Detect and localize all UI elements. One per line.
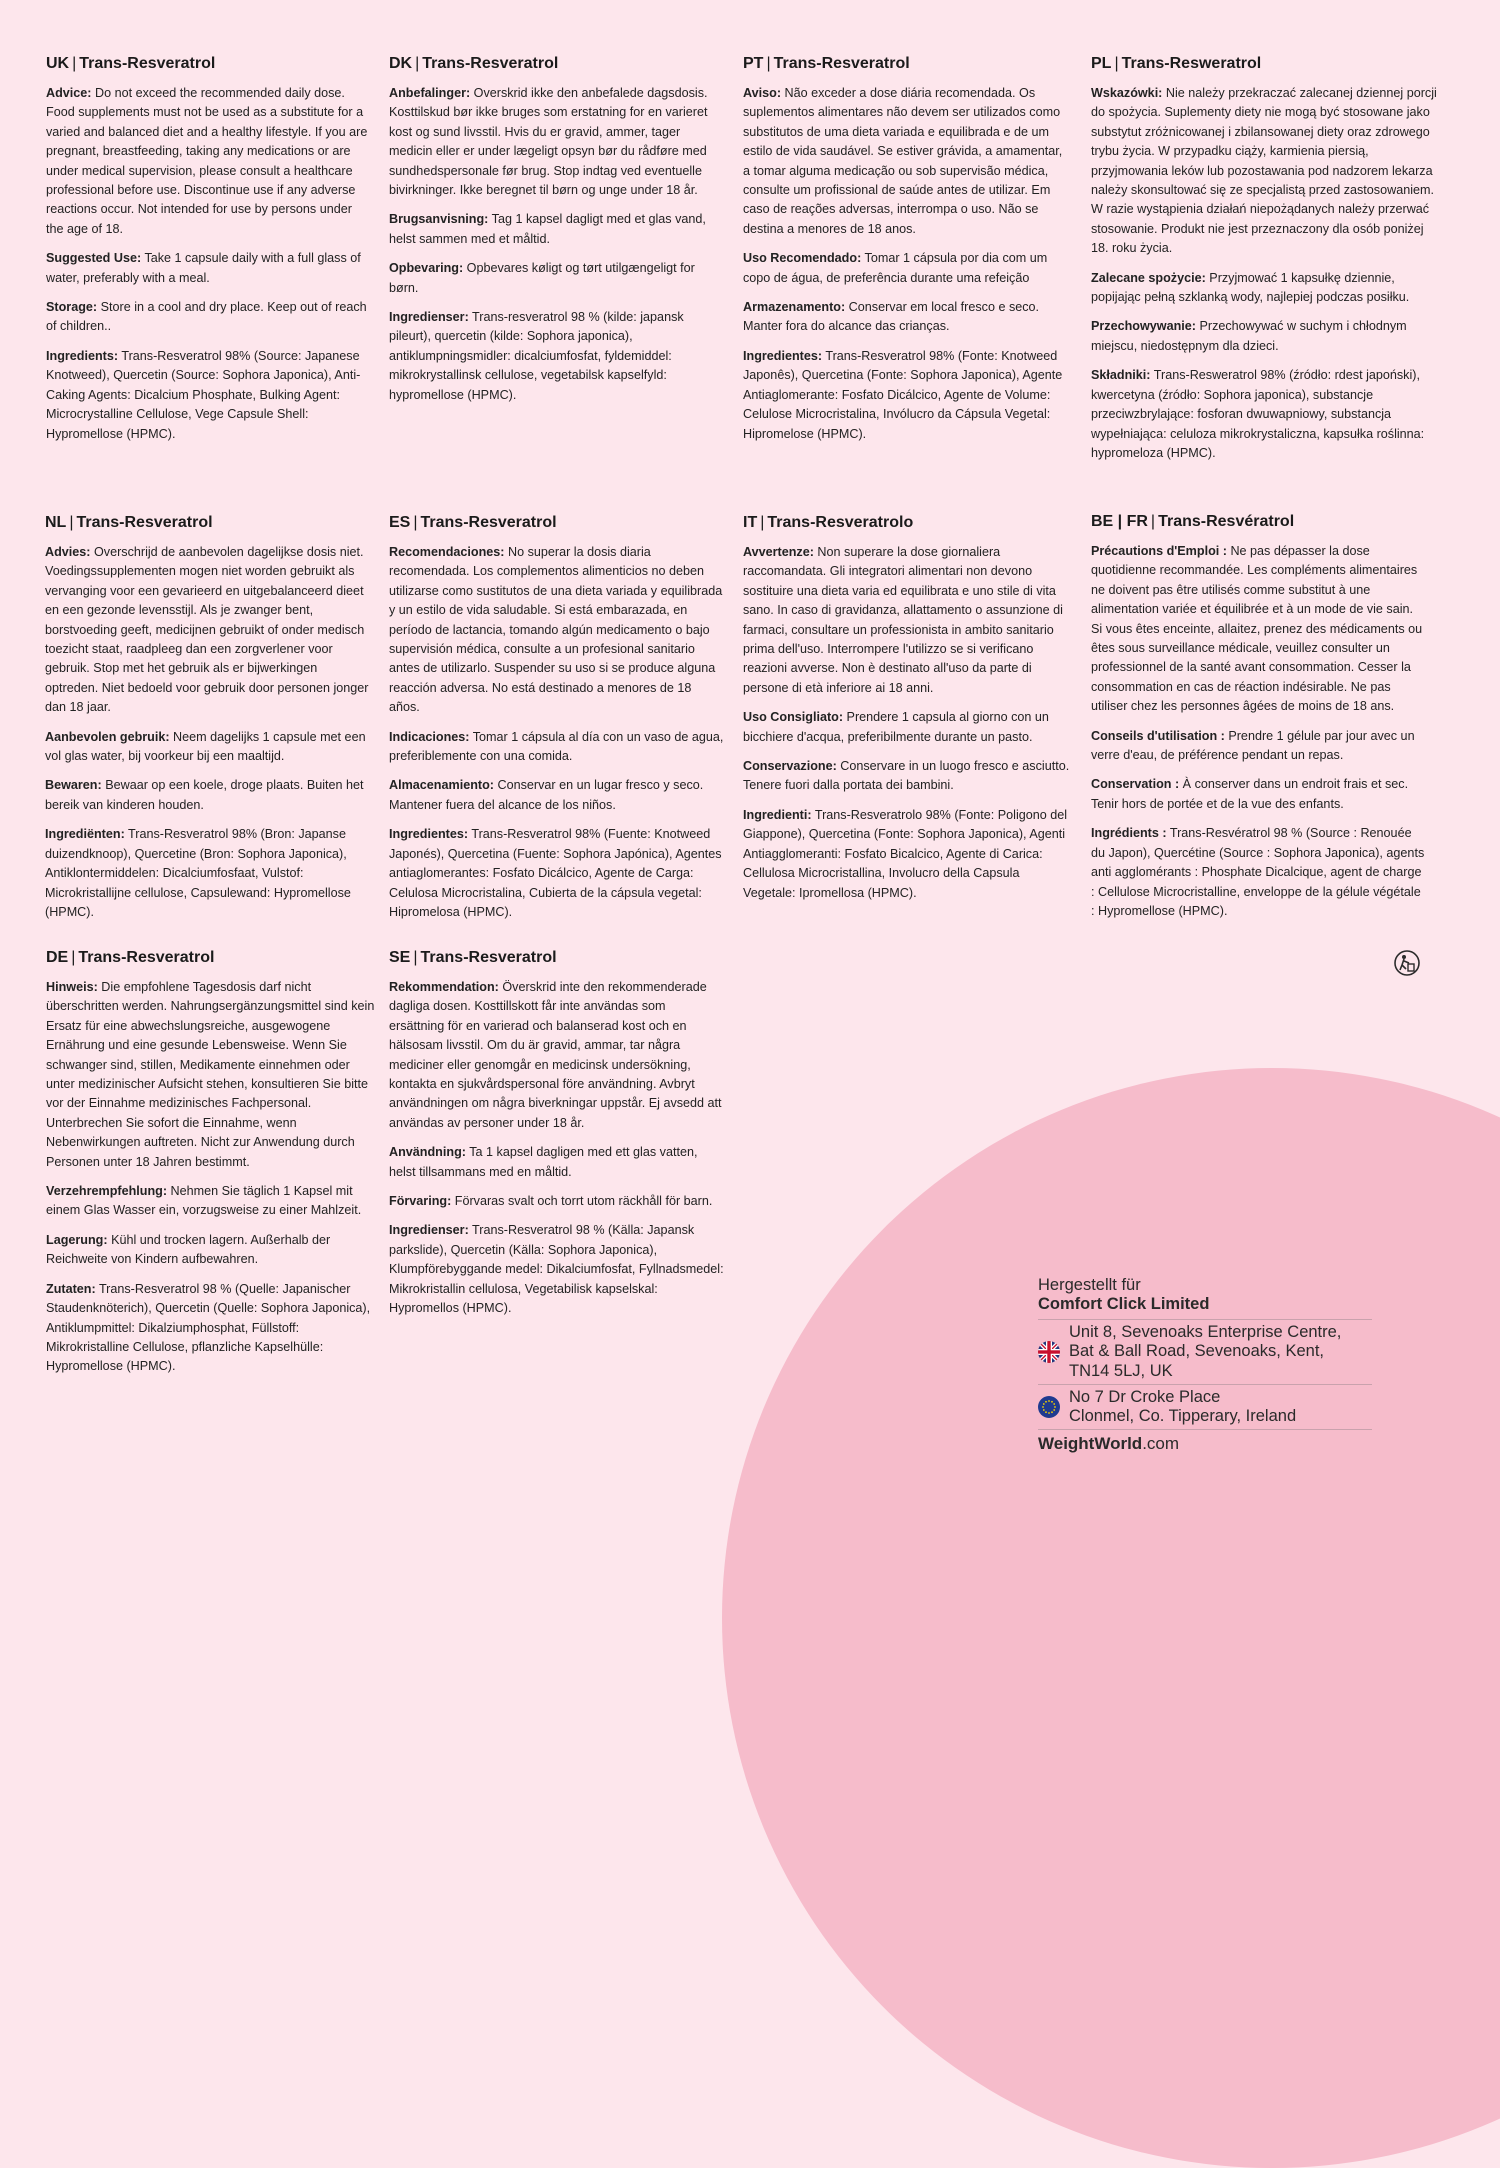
country-code: DK	[389, 55, 413, 72]
paragraph	[46, 347, 372, 444]
paragraph-text: Ne pas dépasser la dose quotidienne recommandée. Les compléments alimentaires ne doivent pas être utilisés comme substitut à une alimentation variée et équilibrée et à un mode de vie sain. Si vous êtes enceinte, allaitez, prenez des médicaments ou êtes sous surveillance médicale, veuillez consulter un professionnel de la santé avant consommation. Cesser la consommation en cas de réaction indésirable. Ne pas utiliser chez les personnes âgées de moins de 18 ans.	[1091, 544, 1423, 714]
heading-separator: |	[71, 949, 76, 966]
paragraph	[389, 978, 724, 1133]
paragraph-text: Trans-Resveratrol 98% (Fonte: Knotweed Japonês), Quercetina (Fonte: Sophora Japonica), Agente Antiaglomerante: Fosfato Dicálcico, Agente de Volume: Celulose Microcristalina, Invólucro da Cápsula Vegetal: Hipromelose (HPMC).	[743, 348, 1063, 441]
section-uk	[46, 54, 372, 454]
paragraph-label: Ingredients:	[46, 348, 119, 363]
paragraph-text: Store in a cool and dry place. Keep out of reach of children..	[46, 300, 367, 334]
country-code: PT	[743, 55, 764, 72]
uk-address	[1038, 1319, 1372, 1384]
paragraph-text: Die empfohlene Tagesdosis darf nicht überschritten werden. Nahrungsergänzungsmittel sind kein Ersatz für eine abwechslungsreiche, ausgewogene Ernährung und eine gesunde Lebensweise. Wenn Sie schwanger sind, stillen, Medikamente einnehmen oder unter medizinischer Aufsicht stehen, konsultieren Sie bitte vor der Einnahme medizinisches Fachpersonal. Unterbrechen Sie sofort die Einnahme, wenn Nebenwirkungen auftreten. Nicht zur Anwendung durch Personen unter 18 Jahren bestimmt.	[46, 980, 375, 1169]
section-heading	[743, 54, 1069, 74]
paragraph-text: Ta 1 kapsel dagligen med ett glas vatten, helst tillsammans med en måltid.	[389, 1145, 698, 1179]
uk-address-line: Unit 8, Sevenoaks Enterprise Centre,	[1069, 1323, 1342, 1341]
paragraph	[389, 1143, 724, 1182]
paragraph-label: Rekommendation:	[389, 980, 499, 994]
country-code: SE	[389, 949, 411, 966]
section-heading	[389, 54, 722, 74]
section-heading	[46, 948, 376, 968]
product-title: Trans-Resweratrol	[1121, 55, 1262, 72]
country-code: NL	[45, 514, 67, 531]
paragraph-label: Indicaciones:	[389, 729, 470, 744]
paragraph	[45, 776, 371, 815]
paragraph-label: Ingredienti:	[743, 807, 812, 822]
paragraph-label: Verzehrempfehlung:	[46, 1184, 168, 1199]
paragraph-text: Prendere 1 capsula al giorno con un bicchiere d'acqua, preferibilmente durante un pasto.	[743, 710, 1049, 744]
paragraph-text: Przechowywać w suchym i chłodnym miejscu, niedostępnym dla dzieci.	[1091, 319, 1407, 353]
paragraph-text: Do not exceed the recommended daily dose. Food supplements must not be used as a substitute for a varied and balanced diet and a healthy lifestyle. If you are pregnant, breastfeeding, taking any medications or are under medical supervision, please consult a healthcare professional before use. Discontinue use if any adverse reactions occur. Not intended for use by persons under the age of 18.	[46, 86, 368, 236]
paragraph	[743, 249, 1069, 288]
paragraph	[389, 84, 722, 200]
paragraph-text: Nehmen Sie täglich 1 Kapsel mit einem Glas Wasser ein, vorzugsweise zu einer Mahlzeit.	[46, 1184, 362, 1218]
paragraph-text: Conservare in un luogo fresco e asciutto. Tenere fuori dalla portata dei bambini.	[743, 759, 1070, 793]
product-title: Trans-Resveratrol	[422, 55, 559, 72]
paragraph	[389, 259, 722, 298]
country-code: PL	[1091, 55, 1112, 72]
product-title: Trans-Resveratrol	[420, 514, 557, 531]
section-heading	[45, 513, 371, 533]
product-title: Trans-Resvératrol	[1158, 513, 1295, 530]
paragraph	[743, 543, 1071, 698]
uk-flag-icon	[1038, 1341, 1060, 1363]
country-code: DE	[46, 949, 69, 966]
paragraph	[743, 806, 1071, 903]
paragraph	[1091, 84, 1441, 259]
paragraph-label: Zutaten:	[46, 1281, 96, 1296]
heading-separator: |	[413, 949, 418, 966]
paragraph-text: Conservar en un lugar fresco y seco. Mantener fuera del alcance de los niños.	[389, 778, 704, 812]
section-se	[389, 948, 724, 1329]
uk-address-line: TN14 5LJ, UK	[1069, 1361, 1173, 1380]
paragraph-text: Tag 1 kapsel dagligt med et glas vand, helst sammen med et måltid.	[389, 212, 706, 246]
company-name: Comfort Click Limited	[1038, 1295, 1210, 1313]
eu-flag-icon	[1038, 1396, 1060, 1418]
paragraph-text: No superar la dosis diaria recomendada. Los complementos alimenticios no deben utilizarse como sustitutos de una dieta variada y equilibrada y un estilo de vida saludable. Si está embarazada, en período de lactancia, tomando algún medicamento o bajo supervisión médica, consulte a un profesional sanitario antes de utilizarlo. Suspender su uso si se produce alguna reacción adversa. No está destinado a menores de 18 años.	[389, 545, 723, 715]
paragraph-label: Zalecane spożycie:	[1091, 270, 1206, 285]
paragraph-label: Brugsanvisning:	[389, 212, 489, 227]
section-es	[389, 513, 725, 932]
paragraph	[45, 728, 371, 767]
product-title: Trans-Resveratrolo	[767, 514, 914, 531]
paragraph	[389, 728, 725, 767]
country-code: IT	[743, 514, 758, 531]
paragraph-text: Nie należy przekraczać zalecanej dziennej porcji do spożycia. Suplementy diety nie mogą być stosowane jako substytut zróżnicowanej i zbilansowanej diety oraz zdrowego trybu życia. W przypadku ciąży, karmienia piersią, przyjmowania leków lub pozostawania pod nadzorem lekarza należy skonsultować się ze specjalistą przed zastosowaniem. W razie wystąpienia działań niepożądanych należy przerwać stosowanie. Produkt nie jest przeznaczony dla osób poniżej 18. roku życia.	[1091, 86, 1437, 256]
section-heading	[389, 948, 724, 968]
paragraph-label: Förvaring:	[389, 1194, 452, 1209]
paragraph	[389, 825, 725, 922]
paragraph	[389, 210, 722, 249]
paragraph	[389, 1221, 724, 1318]
section-heading	[389, 513, 725, 533]
country-code: UK	[46, 55, 70, 72]
paragraph-text: Trans-Resvératrol 98 % (Source : Renouée du Japon), Quercétine (Source : Sophora Japonica), agents anti agglomérants : Phosphate Dicalcique, agent de charge : Cellulose Microcristalline, enveloppe de la gélule végétale : Hypromellose (HPMC).	[1091, 826, 1425, 918]
product-title: Trans-Resveratrol	[78, 949, 215, 966]
brand-domain: .com	[1142, 1434, 1180, 1454]
paragraph-text: Bewaar op een koele, droge plaats. Buiten het bereik van kinderen houden.	[45, 778, 364, 812]
paragraph-label: Wskazówki:	[1091, 86, 1163, 100]
paragraph-label: Ingrédients :	[1091, 826, 1167, 841]
paragraph	[743, 347, 1069, 444]
paragraph-label: Recomendaciones:	[389, 545, 505, 559]
paragraph-label: Conservazione:	[743, 759, 837, 774]
paragraph	[389, 1192, 724, 1211]
paragraph-label: Składniki:	[1091, 368, 1151, 383]
paragraph-label: Opbevaring:	[389, 261, 464, 276]
paragraph-label: Ingredientes:	[389, 827, 469, 842]
brand-name: WeightWorld	[1038, 1434, 1143, 1454]
uk-address-line: Bat & Ball Road, Sevenoaks, Kent,	[1069, 1342, 1324, 1361]
paragraph-text: Trans-Resweratrol 98% (źródło: rdest japoński), kwercetyna (źródło: Sophora japonica), substancje przeciwzbrylające: fosforan dwuwapniowy, substancja wypełniająca: celuloza mikrokrystaliczna, kapsułka roślinna: hypromeloza (HPMC).	[1091, 368, 1425, 460]
eu-address	[1038, 1384, 1372, 1430]
paragraph-label: Almacenamiento:	[389, 778, 494, 793]
paragraph-text: Conservar em local fresco e seco. Manter fora do alcance das crianças.	[743, 300, 1040, 334]
paragraph	[46, 1280, 376, 1377]
paragraph-label: Uso Recomendado:	[743, 251, 862, 266]
paragraph	[46, 84, 372, 239]
section-heading	[46, 54, 372, 74]
paragraph-text: Tomar 1 cápsula por dia com um copo de água, de preferência durante uma refeição	[743, 251, 1048, 285]
paragraph-text: Förvaras svalt och torrt utom räckhåll för barn.	[451, 1194, 713, 1209]
paragraph-text: Trans-Resveratrol 98 % (Quelle: Japanischer Staudenknöterich), Quercetin (Quelle: Sophora Japonica), Antiklumpmittel: Dikalziumphosphat, Füllstoff: Mikrokristalline Cellulose, pflanzliche Kapselhülle: Hypromellose (HPMC).	[46, 1281, 371, 1374]
paragraph	[1091, 269, 1441, 308]
paragraph	[1091, 824, 1427, 921]
paragraph-text: Não exceder a dose diária recomendada. Os suplementos alimentares não devem ser utilizados como substitutos de uma dieta variada e equilibrada e de um estilo de vida saudável. Se estiver grávida, a amamentar, a tomar alguma medicação ou sob supervisão médica, consulte um profissional de saúde antes de utilizar. Em caso de reações adversas, interrompa o uso. Não se destina a menores de 18 anos.	[743, 86, 1063, 236]
paragraph-text: Kühl und trocken lagern. Außerhalb der Reichweite von Kindern aufbewahren.	[46, 1232, 331, 1267]
eu-address-line: No 7 Dr Croke Place	[1069, 1387, 1221, 1406]
paragraph-label: Ingredienser:	[389, 1223, 469, 1238]
paragraph	[46, 1182, 376, 1221]
decorative-pink-circle	[722, 1068, 1500, 2168]
manufacturer-info	[1038, 1276, 1372, 1455]
product-title: Trans-Resveratrol	[76, 514, 213, 531]
paragraph	[1091, 727, 1427, 766]
country-code: ES	[389, 514, 411, 531]
paragraph-label: Précautions d'Emploi :	[1091, 544, 1227, 558]
paragraph-label: Anbefalinger:	[389, 86, 471, 100]
paragraph-text: Trans-resveratrol 98 % (kilde: japansk pileurt), quercetin (kilde: Sophora japonica), antiklumpningsmidler: dicalciumfosfat, fyldemiddel: mikrokrystallinsk cellulose, vegetabilsk kapselfyld: hypromellose (HPMC).	[389, 310, 684, 402]
paragraph	[45, 543, 371, 718]
heading-separator: |	[69, 514, 74, 531]
paragraph	[1091, 317, 1441, 356]
paragraph-label: Conservation :	[1091, 777, 1180, 792]
paragraph-text: Överskrid inte den rekommenderade dagliga dosen. Kosttillskott får inte användas som ersättning för en varierad och balanserad kost och en hälsosam livsstil. Om du är gravid, ammar, tar några mediciner eller genomgår en medicinsk undersökning, kontakta en sjukvårdspersonal före användning. Avbryt användningen om några biverkningar uppstår. Ej avsedd att användas av personer under 18 år.	[389, 980, 722, 1130]
paragraph-text: Trans-Resveratrol 98% (Fuente: Knotweed Japonés), Quercetina (Fuente: Sophora Japónica), Agentes antiaglomerantes: Fosfato Dicálcico, Agente de Carga: Celulosa Microcristalina, Cubierta de la cápsula vegetal: Hipromelosa (HPMC).	[389, 827, 722, 919]
section-it	[743, 513, 1071, 913]
section-heading	[1091, 512, 1427, 532]
paragraph-text: Prendre 1 gélule par jour avec un verre d'eau, de préférence pendant un repas.	[1091, 728, 1415, 763]
heading-separator: |	[760, 514, 765, 531]
paragraph-label: Armazenamento:	[743, 300, 846, 315]
paragraph-text: Trans-Resveratrolo 98% (Fonte: Poligono del Giappone), Quercetina (Fonte: Sophora Japonica), Agenti Antiagglomeranti: Fosfato Bicalcico, Agente di Carica: Cellulosa Microcristallina, Involucro della Capsula Vegetale: Ipromellosa (HPMC).	[743, 807, 1068, 900]
section-heading	[743, 513, 1071, 533]
paragraph-text: Trans-Resveratrol 98% (Source: Japanese Knotweed), Quercetin (Source: Sophora Japonica), Anti-Caking Agents: Dicalcium Phosphate, Bulking Agent: Microcrystalline Cellulose, Vege Capsule Shell: Hypromellose (HPMC).	[46, 348, 361, 441]
paragraph-text: Non superare la dose giornaliera raccomandata. Gli integratori alimentari non devono sostituire una dieta varia ed equilibrata e uno stile di vita sano. In caso di gravidanza, allattamento o assunzione di farmaci, consultare un professionista in ambito sanitario prima dell'uso. Interrompere l'utilizzo se si verificano reazioni avverse. Non è destinato all'uso da parte di persone di età inferiore ai 18 anni.	[743, 545, 1063, 695]
section-nl	[45, 513, 371, 932]
section-pl	[1091, 54, 1441, 473]
section-de	[46, 948, 376, 1387]
paragraph	[743, 708, 1071, 747]
paragraph-label: Ingrediënten:	[45, 827, 125, 842]
paragraph-text: Trans-Resveratrol 98% (Bron: Japanse duizendknoop), Quercetine (Bron: Sophora Japonica), Antiklontermiddelen: Dicalciumfosfaat, Vulstof: Microkristallijne cellulose, Capsulewand: Hypromellose (HPMC).	[45, 827, 351, 919]
heading-separator: |	[1114, 55, 1119, 72]
paragraph-label: Advies:	[45, 545, 91, 559]
paragraph-label: Lagerung:	[46, 1232, 108, 1247]
heading-separator: |	[413, 514, 418, 531]
paragraph-label: Conseils d'utilisation :	[1091, 728, 1225, 743]
made-for-label: Hergestellt für	[1038, 1276, 1141, 1294]
paragraph-text: Przyjmować 1 kapsułkę dziennie, popijając pełną szklanką wody, najlepiej podczas posiłku.	[1091, 270, 1410, 305]
paragraph	[743, 757, 1071, 796]
product-title: Trans-Resveratrol	[420, 949, 557, 966]
paragraph-label: Aanbevolen gebruik:	[45, 729, 170, 744]
paragraph	[45, 825, 371, 922]
paragraph	[1091, 542, 1427, 717]
paragraph-text: Neem dagelijks 1 capsule met een vol glas water, bij voorkeur bij een maaltijd.	[45, 729, 366, 764]
product-title: Trans-Resveratrol	[773, 55, 910, 72]
paragraph	[389, 776, 725, 815]
paragraph	[389, 308, 722, 405]
paragraph	[46, 298, 372, 337]
section-be-fr	[1091, 512, 1427, 931]
paragraph	[46, 1231, 376, 1270]
section-dk	[389, 54, 722, 415]
paragraph	[46, 978, 376, 1172]
paragraph-label: Avvertenze:	[743, 545, 814, 559]
recycle-person-icon	[1393, 949, 1421, 977]
paragraph-text: Trans-Resveratrol 98 % (Källa: Japansk parkslide), Quercetin (Källa: Sophora Japonica), Klumpförebyggande medel: Dikalciumfosfat, Fyllnadsmedel: Mikrokristallin cellulosa, Vegetabilisk kapselskal: Hypromellos (HPMC).	[389, 1223, 724, 1316]
paragraph-text: Opbevares køligt og tørt utilgængeligt for børn.	[389, 261, 695, 295]
paragraph-label: Ingredientes:	[743, 348, 823, 363]
section-heading	[1091, 54, 1441, 74]
paragraph	[389, 543, 725, 718]
heading-separator: |	[766, 55, 771, 72]
paragraph-label: Przechowywanie:	[1091, 319, 1196, 334]
paragraph-label: Bewaren:	[45, 778, 102, 793]
paragraph-text: Take 1 capsule daily with a full glass of water, preferably with a meal.	[46, 251, 361, 285]
paragraph-text: À conserver dans un endroit frais et sec. Tenir hors de portée et de la vue des enfants.	[1091, 777, 1409, 811]
paragraph-label: Ingredienser:	[389, 310, 469, 325]
paragraph-label: Suggested Use:	[46, 251, 142, 266]
paragraph-text: Overschrijd de aanbevolen dagelijkse dosis niet. Voedingssupplementen mogen niet worden gebruikt als vervanging voor een gevarieerd en uitgebalanceerd dieet en een gezonde levensstijl. Als je zwanger bent, borstvoeding geeft, medicijnen gebruikt of onder medisch toezicht staat, raadpleeg dan een zorgverlener voor gebruik. Stop met het gebruik als er bijwerkingen optreden. Niet bedoeld voor gebruik door personen jonger dan 18 jaar.	[45, 545, 369, 715]
paragraph-label: Storage:	[46, 300, 98, 315]
eu-address-line: Clonmel, Co. Tipperary, Ireland	[1069, 1407, 1297, 1426]
heading-separator: |	[1150, 513, 1156, 530]
paragraph-label: Hinweis:	[46, 980, 98, 994]
paragraph-text: Tomar 1 cápsula al día con un vaso de agua, preferiblemente con una comida.	[389, 729, 724, 764]
paragraph	[743, 298, 1069, 337]
paragraph-text: Overskrid ikke den anbefalede dagsdosis. Kosttilskud bør ikke bruges som erstatning for en varieret kost og sund livsstil. Hvis du er gravid, ammer, tager medicin eller er under lægeligt opsyn bør du rådføre med sundhedspersonale før brug. Stop indtag ved eventuelle bivirkninger. Ikke beregnet til børn og unge under 18 år.	[389, 86, 708, 198]
product-title: Trans-Resveratrol	[79, 55, 216, 72]
paragraph-label: Användning:	[389, 1145, 466, 1160]
country-code: BE | FR	[1091, 513, 1148, 530]
heading-separator: |	[415, 55, 420, 72]
paragraph	[1091, 775, 1427, 814]
paragraph	[1091, 366, 1441, 463]
brand-website	[1038, 1429, 1372, 1455]
heading-separator: |	[72, 55, 77, 72]
paragraph-label: Advice:	[46, 86, 92, 100]
paragraph-label: Aviso:	[743, 86, 782, 100]
section-pt	[743, 54, 1069, 454]
paragraph-label: Uso Consigliato:	[743, 710, 844, 725]
paragraph	[46, 249, 372, 288]
paragraph	[743, 84, 1069, 239]
